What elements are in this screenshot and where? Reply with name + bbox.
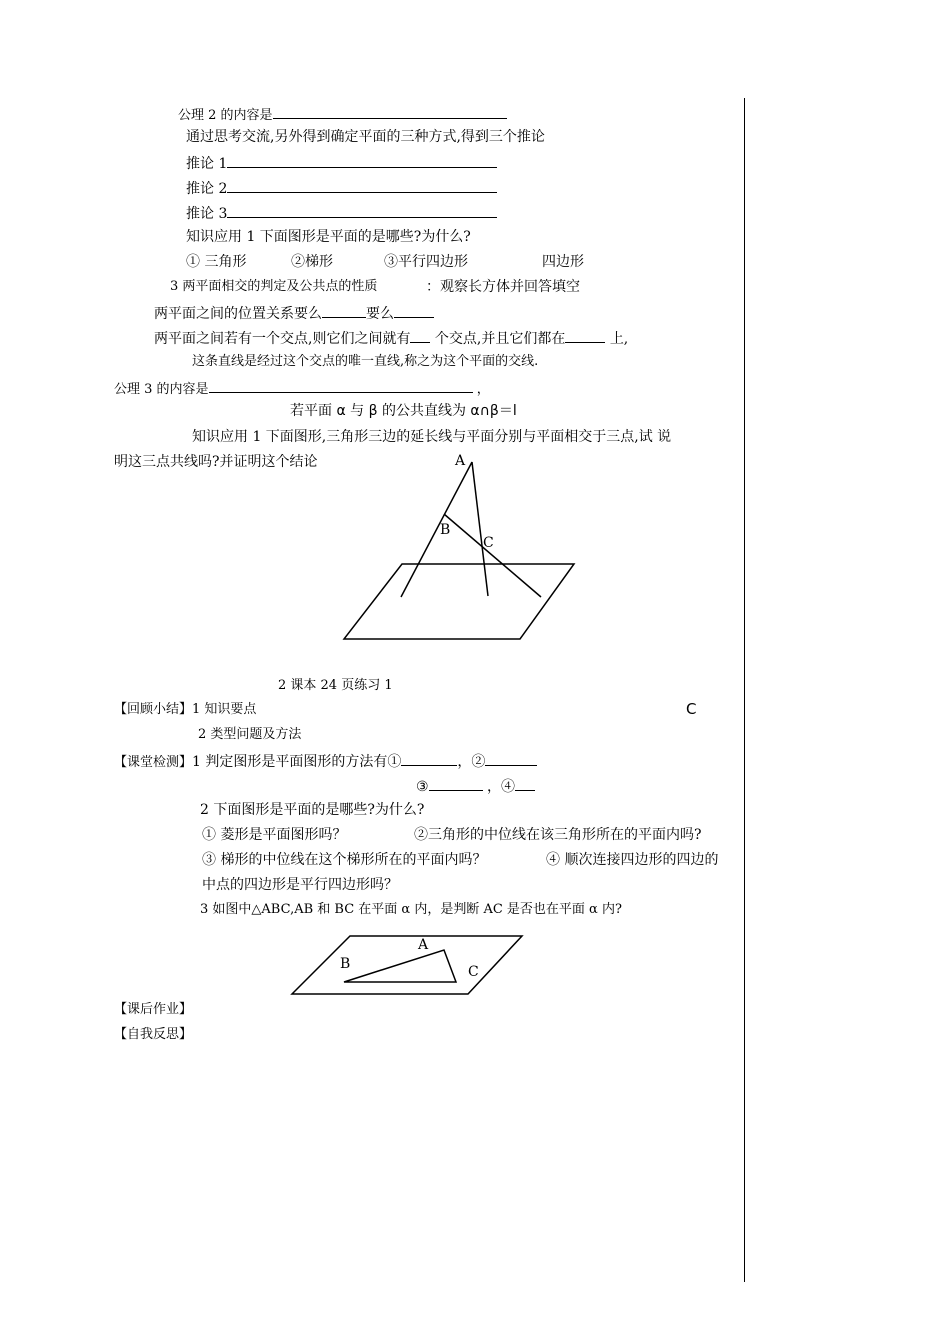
check1-blank-3[interactable] bbox=[429, 776, 483, 791]
intersection-line-definition: 这条直线是经过这个交点的唯一直线,称之为这个平面的交线. bbox=[192, 354, 539, 369]
reflection-label: 【自我反思】 bbox=[114, 1027, 193, 1042]
position-relation-blank-2[interactable] bbox=[394, 303, 434, 318]
option-triangle: ① 三角形 bbox=[186, 254, 247, 270]
check1-line2 bbox=[416, 776, 535, 796]
application1-question: 知识应用 1 下面图形是平面的是哪些?为什么? bbox=[186, 229, 471, 245]
inference3-blank[interactable] bbox=[227, 203, 497, 218]
section3-title: 3 两平面相交的判定及公共点的性质 bbox=[170, 279, 378, 294]
homework-label: 【课后作业】 bbox=[114, 1002, 193, 1017]
check1-line bbox=[114, 751, 537, 772]
inference1-blank[interactable] bbox=[227, 153, 497, 168]
question2-item3: ③ 梯形的中位线在这个梯形所在的平面内吗？ bbox=[202, 852, 487, 868]
position-relation-text-a: 两平面之间的位置关系要么 bbox=[154, 306, 322, 322]
question2-item1: ① 菱形是平面图形吗？ bbox=[202, 827, 347, 843]
axiom2-text: 公理 2 的内容是 bbox=[178, 108, 273, 123]
question2: 2 下面图形是平面的是哪些?为什么? bbox=[200, 802, 425, 818]
axiom2-blank[interactable] bbox=[273, 104, 507, 119]
inference1-label: 推论 1 bbox=[186, 156, 228, 172]
option-quadrilateral: 四边形 bbox=[542, 254, 584, 270]
check1-text-c: ③ bbox=[416, 779, 429, 795]
page-border-line bbox=[744, 98, 745, 1282]
figure-triangle-plane-intersection bbox=[330, 448, 590, 648]
triangle-label-b: B bbox=[340, 956, 351, 972]
vertex-label-c: C bbox=[483, 535, 494, 551]
position-relation-blank-1[interactable] bbox=[322, 303, 366, 318]
axiom2-line bbox=[178, 104, 507, 125]
review-item-1: 1 知识要点 bbox=[192, 702, 257, 717]
check1-text-a: 1 判定图形是平面图形的方法有① bbox=[192, 754, 402, 770]
axiom3-line bbox=[114, 378, 490, 399]
review-item-2: 2 类型问题及方法 bbox=[198, 727, 302, 742]
common-point-blank-2[interactable] bbox=[565, 328, 605, 343]
vertex-label-a: A bbox=[455, 453, 466, 469]
vertex-label-b: B bbox=[440, 522, 451, 538]
review-label: 【回顾小结】 bbox=[114, 702, 193, 717]
section3-tail: ：观察长方体并回答填空 bbox=[426, 279, 580, 295]
plane-parallelogram bbox=[344, 564, 574, 639]
triangle-label-a: A bbox=[418, 937, 429, 953]
inference2-label: 推论 2 bbox=[186, 181, 228, 197]
inference2-blank[interactable] bbox=[227, 178, 497, 193]
common-point-blank-1[interactable] bbox=[410, 328, 430, 343]
axiom3-blank[interactable] bbox=[209, 378, 473, 393]
check1-blank-4[interactable] bbox=[515, 776, 535, 791]
check1-text-d: ，④ bbox=[487, 779, 516, 795]
question3: 3 如图中△ABC,AB 和 BC 在平面 α 内，是判断 AC 是否也在平面 α 内? bbox=[200, 902, 622, 917]
triangle-label-c: C bbox=[468, 964, 479, 980]
stray-letter-c: C bbox=[686, 700, 697, 718]
inference3-line bbox=[186, 203, 497, 223]
check1-blank-2[interactable] bbox=[485, 751, 537, 766]
inference2-line bbox=[186, 178, 497, 198]
inference-intro: 通过思考交流,另外得到确定平面的三种方式,得到三个推论 bbox=[186, 129, 545, 145]
position-relation-text-b: 要么 bbox=[366, 306, 394, 322]
triangle-abc bbox=[344, 950, 456, 982]
question2-item4: ④ 顺次连接四边形的四边的 bbox=[546, 852, 719, 868]
axiom3-comma: ， bbox=[476, 382, 490, 397]
line-ac-extended bbox=[472, 462, 488, 596]
review-line bbox=[114, 701, 256, 719]
check-label: 【课堂检测】 bbox=[114, 755, 193, 770]
plane-notation: 若平面 α 与 β 的公共直线为 α∩β＝l bbox=[290, 403, 517, 419]
inference1-line bbox=[186, 153, 497, 173]
common-point-text-a: 两平面之间若有一个交点,则它们之间就有 bbox=[154, 331, 411, 347]
common-point-text-b: 个交点,并且它们都在 bbox=[434, 331, 566, 347]
figure-triangle-in-plane bbox=[288, 930, 528, 1000]
option-parallelogram: ③平行四边形 bbox=[384, 254, 468, 270]
common-point-line bbox=[154, 328, 628, 348]
question2-item2: ②三角形的中位线在该三角形所在的平面内吗? bbox=[414, 827, 702, 843]
option-trapezoid: ②梯形 bbox=[291, 254, 333, 270]
question2-item4-cont: 中点的四边形是平行四边形吗？ bbox=[202, 877, 398, 893]
inference3-label: 推论 3 bbox=[186, 206, 228, 222]
application2-line2: 明这三点共线吗?并证明这个结论 bbox=[114, 454, 318, 470]
textbook-exercise: 2 课本 24 页练习 1 bbox=[278, 678, 393, 693]
application2-line1: 知识应用 1 下面图形,三角形三边的延长线与平面分别与平面相交于三点,试 说 bbox=[192, 429, 672, 445]
line-bc-extended bbox=[444, 514, 541, 597]
check1-text-b: ，② bbox=[457, 754, 486, 770]
plane-parallelogram-2 bbox=[292, 936, 522, 994]
check1-blank-1[interactable] bbox=[401, 751, 457, 766]
position-relation-line bbox=[154, 303, 434, 323]
common-point-text-c: 上, bbox=[609, 331, 629, 347]
axiom3-text: 公理 3 的内容是 bbox=[114, 382, 209, 397]
